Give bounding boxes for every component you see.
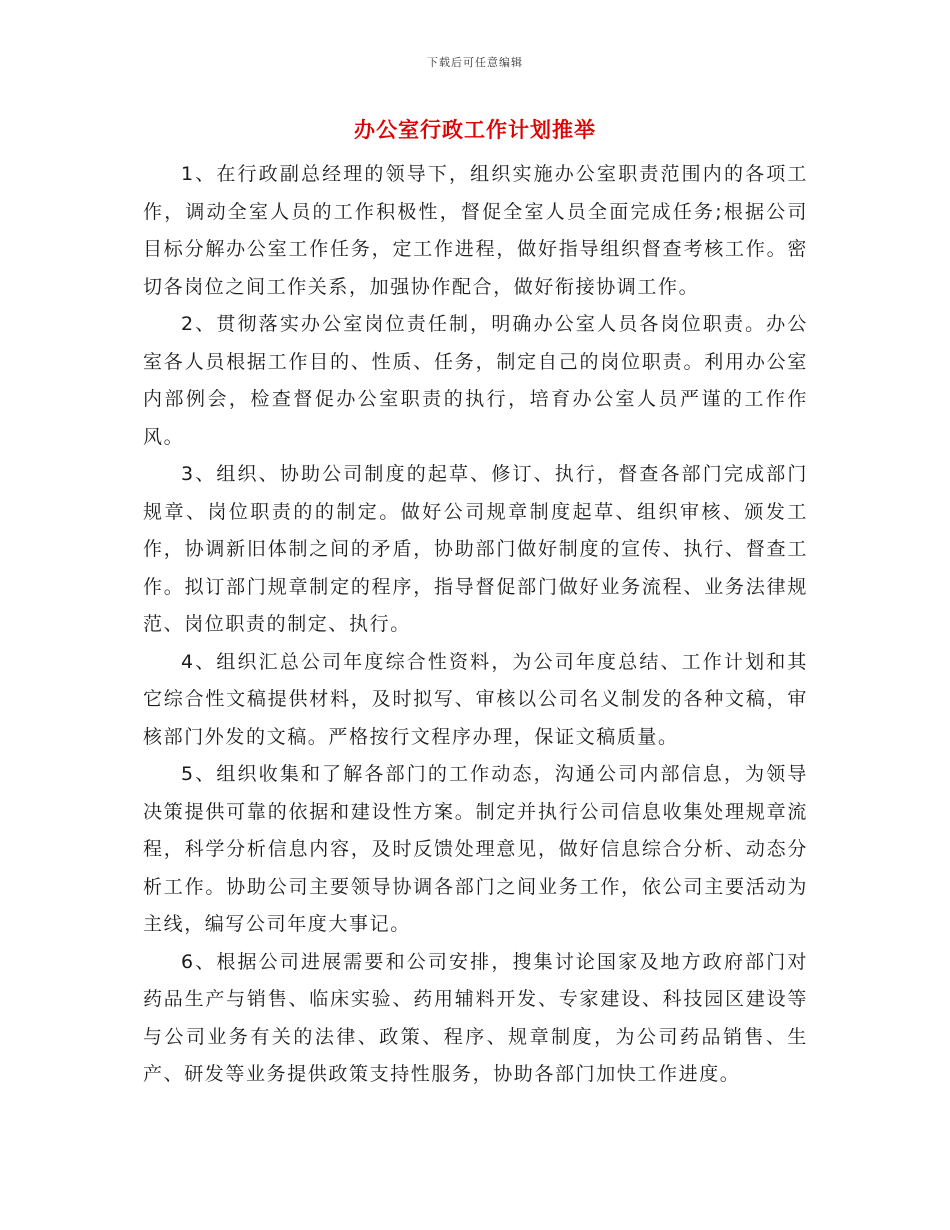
- paragraph-6: 6、根据公司进展需要和公司安排，搜集讨论国家及地方政府部门对药品生产与销售、临床实验、药用辅料开发、专家建设、科技园区建设等与公司业务有关的法律、政策、程序、规章制度，为公司药品销售、生产、研发等业务提供政策支持性服务，协助各部门加快工作进度。: [143, 950, 808, 1085]
- paragraph-3: 3、组织、协助公司制度的起草、修订、执行，督查各部门完成部门规章、岗位职责的的制定。做好公司规章制度起草、组织审核、颁发工作，协调新旧体制之间的矛盾，协助部门做好制度的宣传、执行、督查工作。拟订部门规章制定的程序，指导督促部门做好业务流程、业务法律规范、岗位职责的制定、执行。: [143, 463, 808, 635]
- paragraph-1: 1、在行政副总经理的领导下，组织实施办公室职责范围内的各项工作，调动全室人员的工作积极性，督促全室人员全面完成任务;根据公司目标分解办公室工作任务，定工作进程，做好指导组织督查考核工作。密切各岗位之间工作关系，加强协作配合，做好衔接协调工作。: [143, 163, 808, 298]
- document-body: [143, 156, 808, 1094]
- paragraph-4: 4、组织汇总公司年度综合性资料，为公司年度总结、工作计划和其它综合性文稿提供材料，及时拟写、审核以公司名义制发的各种文稿，审核部门外发的文稿。严格按行文程序办理，保证文稿质量。: [143, 650, 808, 748]
- header-note: 下载后可任意编辑: [427, 56, 523, 69]
- paragraph-5: 5、组织收集和了解各部门的工作动态，沟通公司内部信息，为领导决策提供可靠的依据和建设性方案。制定并执行公司信息收集处理规章流程，科学分析信息内容，及时反馈处理意见，做好信息综合分析、动态分析工作。协助公司主要领导协调各部门之间业务工作，依公司主要活动为主线，编写公司年度大事记。: [143, 763, 808, 935]
- document-title: 办公室行政工作计划推举: [354, 118, 596, 142]
- paragraph-2: 2、贯彻落实办公室岗位责任制，明确办公室人员各岗位职责。办公室各人员根据工作目的、性质、任务，制定自己的岗位职责。利用办公室内部例会，检查督促办公室职责的执行，培育办公室人员严谨的工作作风。: [143, 313, 808, 448]
